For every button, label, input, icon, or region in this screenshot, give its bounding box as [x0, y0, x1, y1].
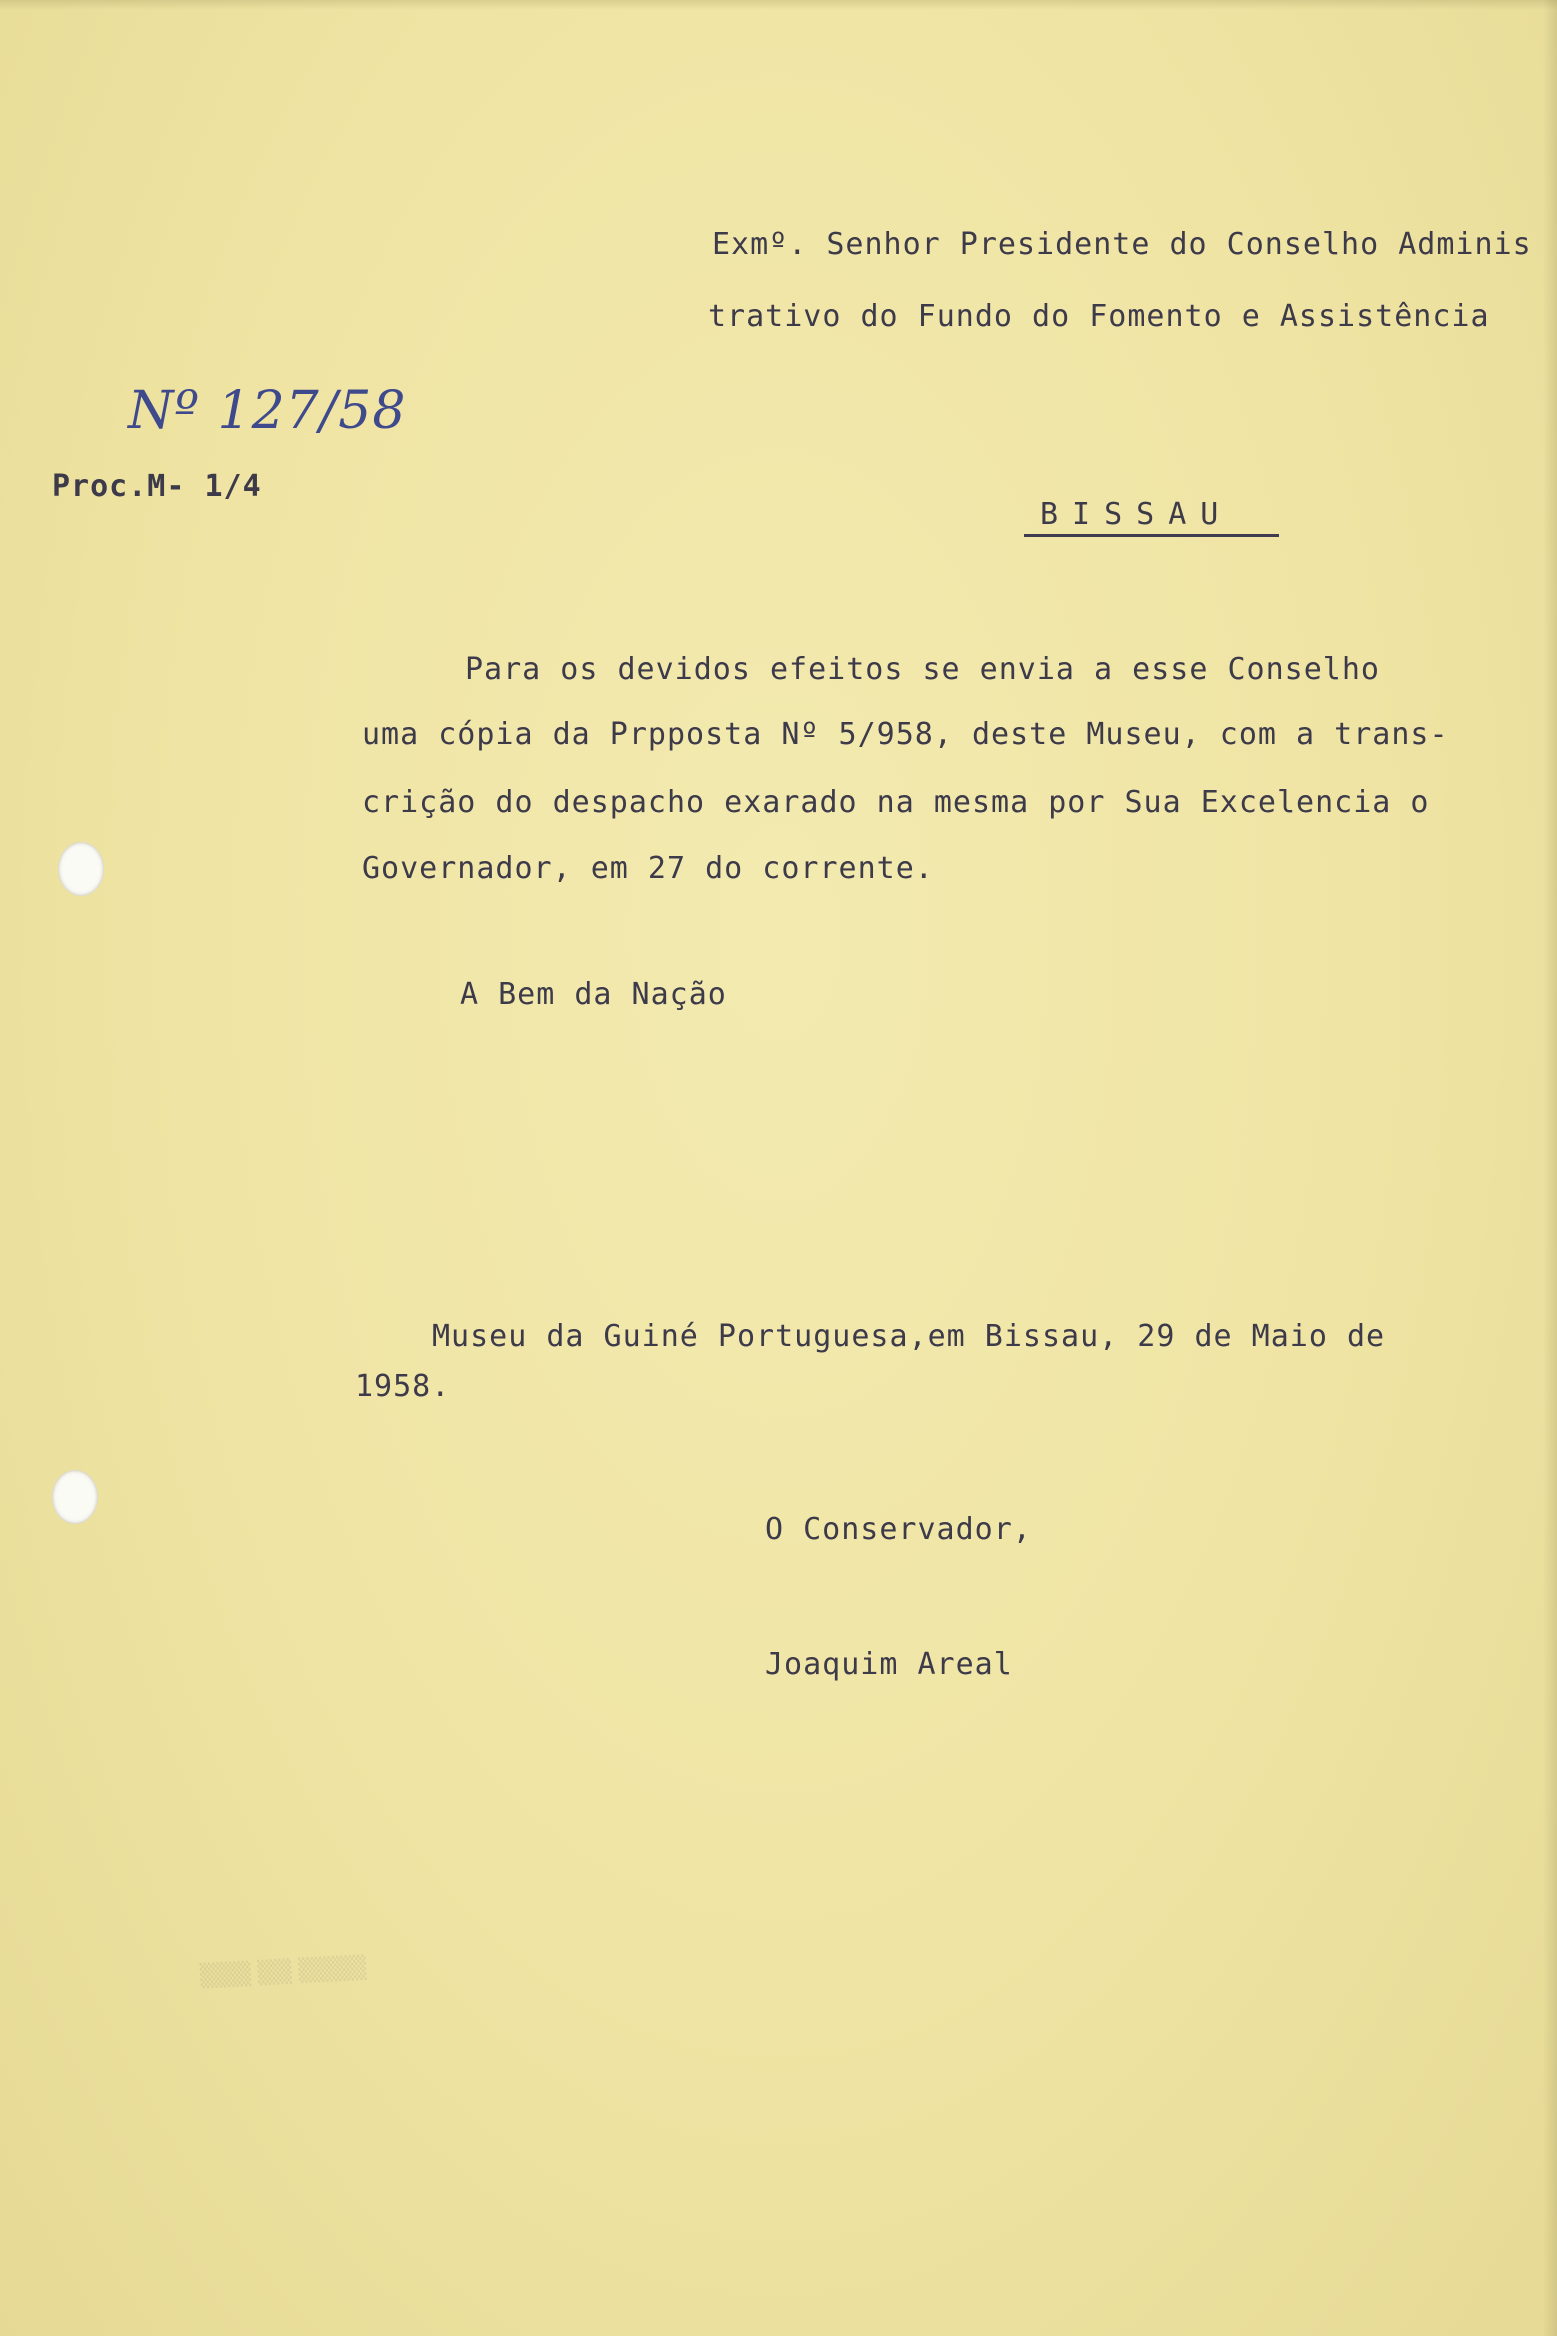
process-reference: Proc.M- 1/4: [52, 469, 262, 504]
handwritten-registry-number: Nº 127/58: [128, 381, 407, 441]
salutation: A Bem da Nação: [460, 977, 727, 1012]
addressee-line-1: Exmº. Senhor Presidente do Conselho Adminis: [712, 227, 1532, 262]
body-line-3: crição do despacho exarado na mesma por Sua Excelencia o: [362, 785, 1430, 820]
punch-hole-bottom: [52, 1470, 98, 1524]
city-heading: BISSAU: [1040, 497, 1233, 532]
paper-top-edge: [0, 0, 1557, 10]
body-line-1: Para os devidos efeitos se envia a esse Conselho: [465, 652, 1380, 687]
place-date-line-2: 1958.: [355, 1369, 451, 1404]
city-underline: [1024, 534, 1279, 537]
paper-right-edge: [1543, 0, 1557, 2336]
signature-title: O Conservador,: [765, 1512, 1032, 1547]
body-line-4: Governador, em 27 do corrente.: [362, 851, 934, 886]
signatory-name: Joaquim Areal: [765, 1647, 1013, 1682]
show-through-marks: ▒▒▒ ▒▒ ▒▒▒▒: [199, 1955, 367, 1990]
place-date-line-1: Museu da Guiné Portuguesa,em Bissau, 29 de Maio de: [432, 1319, 1386, 1354]
punch-hole-top: [58, 842, 104, 896]
addressee-line-2: trativo do Fundo do Fomento e Assistência: [708, 299, 1490, 334]
body-line-2: uma cópia da Prpposta Nº 5/958, deste Museu, com a trans-: [362, 717, 1449, 752]
